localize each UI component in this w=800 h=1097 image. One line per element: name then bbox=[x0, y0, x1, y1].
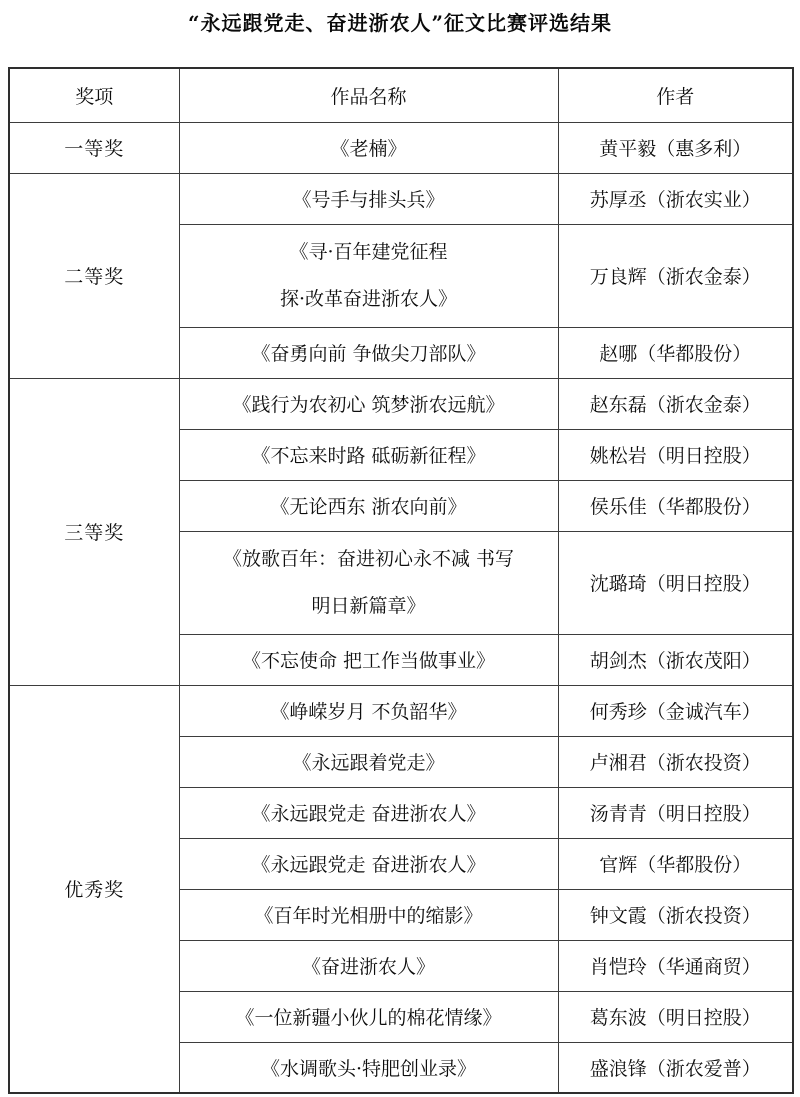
work-line: 《寻·百年建党征程 bbox=[289, 240, 448, 263]
table-row bbox=[9, 378, 793, 429]
author-cell: 官辉（华都股份） bbox=[558, 838, 793, 889]
work-cell: 《峥嵘岁月 不负韶华》 bbox=[179, 685, 558, 736]
author-cell: 钟文霞（浙农投资） bbox=[558, 889, 793, 940]
author-cell: 盛浪锋（浙农爱普） bbox=[558, 1042, 793, 1093]
author-cell: 汤青青（明日控股） bbox=[558, 787, 793, 838]
work-cell: 《奋勇向前 争做尖刀部队》 bbox=[179, 327, 558, 378]
header-award: 奖项 bbox=[9, 68, 179, 122]
author-cell: 侯乐佳（华都股份） bbox=[558, 480, 793, 531]
work-cell: 《不忘来时路 砥砺新征程》 bbox=[179, 429, 558, 480]
author-cell: 葛东波（明日控股） bbox=[558, 991, 793, 1042]
work-cell: 《永远跟党走 奋进浙农人》 bbox=[179, 787, 558, 838]
work-cell: 《水调歌头·特肥创业录》 bbox=[179, 1042, 558, 1093]
work-cell: 《百年时光相册中的缩影》 bbox=[179, 889, 558, 940]
work-cell: 《无论西东 浙农向前》 bbox=[179, 480, 558, 531]
author-cell: 赵东磊（浙农金泰） bbox=[558, 378, 793, 429]
award-cell-excellence-prize: 优秀奖 bbox=[9, 685, 179, 1093]
work-cell bbox=[179, 224, 558, 327]
table-row bbox=[9, 173, 793, 224]
award-cell-third-prize: 三等奖 bbox=[9, 378, 179, 685]
work-cell: 《一位新疆小伙儿的棉花情缘》 bbox=[179, 991, 558, 1042]
author-cell: 胡剑杰（浙农茂阳） bbox=[558, 634, 793, 685]
header-work-title: 作品名称 bbox=[179, 68, 558, 122]
work-cell: 《老楠》 bbox=[179, 122, 558, 173]
author-cell: 肖恺玲（华通商贸） bbox=[558, 940, 793, 991]
work-line: 明日新篇章》 bbox=[311, 594, 426, 617]
author-cell: 万良辉（浙农金泰） bbox=[558, 224, 793, 327]
work-cell: 《奋进浙农人》 bbox=[179, 940, 558, 991]
work-line: 探·改革奋进浙农人》 bbox=[279, 287, 458, 310]
work-line: 《放歌百年：奋进初心永不减 书写 bbox=[222, 547, 515, 570]
work-cell: 《践行为农初心 筑梦浙农远航》 bbox=[179, 378, 558, 429]
author-cell: 沈璐琦（明日控股） bbox=[558, 531, 793, 634]
author-cell: 苏厚丞（浙农实业） bbox=[558, 173, 793, 224]
table-row bbox=[9, 122, 793, 173]
awards-table bbox=[8, 67, 794, 1094]
table-header-row bbox=[9, 68, 793, 122]
author-cell: 黄平毅（惠多利） bbox=[558, 122, 793, 173]
author-cell: 何秀珍（金诚汽车） bbox=[558, 685, 793, 736]
work-cell: 《永远跟着党走》 bbox=[179, 736, 558, 787]
work-cell: 《永远跟党走 奋进浙农人》 bbox=[179, 838, 558, 889]
award-cell-first-prize: 一等奖 bbox=[9, 122, 179, 173]
author-cell: 卢湘君（浙农投资） bbox=[558, 736, 793, 787]
page-title: “永远跟党走、奋进浙农人”征文比赛评选结果 bbox=[187, 11, 612, 35]
header-author: 作者 bbox=[558, 68, 793, 122]
author-cell: 姚松岩（明日控股） bbox=[558, 429, 793, 480]
work-cell bbox=[179, 531, 558, 634]
award-cell-second-prize: 二等奖 bbox=[9, 173, 179, 378]
author-cell: 赵哪（华都股份） bbox=[558, 327, 793, 378]
work-cell: 《号手与排头兵》 bbox=[179, 173, 558, 224]
table-row bbox=[9, 685, 793, 736]
work-cell: 《不忘使命 把工作当做事业》 bbox=[179, 634, 558, 685]
